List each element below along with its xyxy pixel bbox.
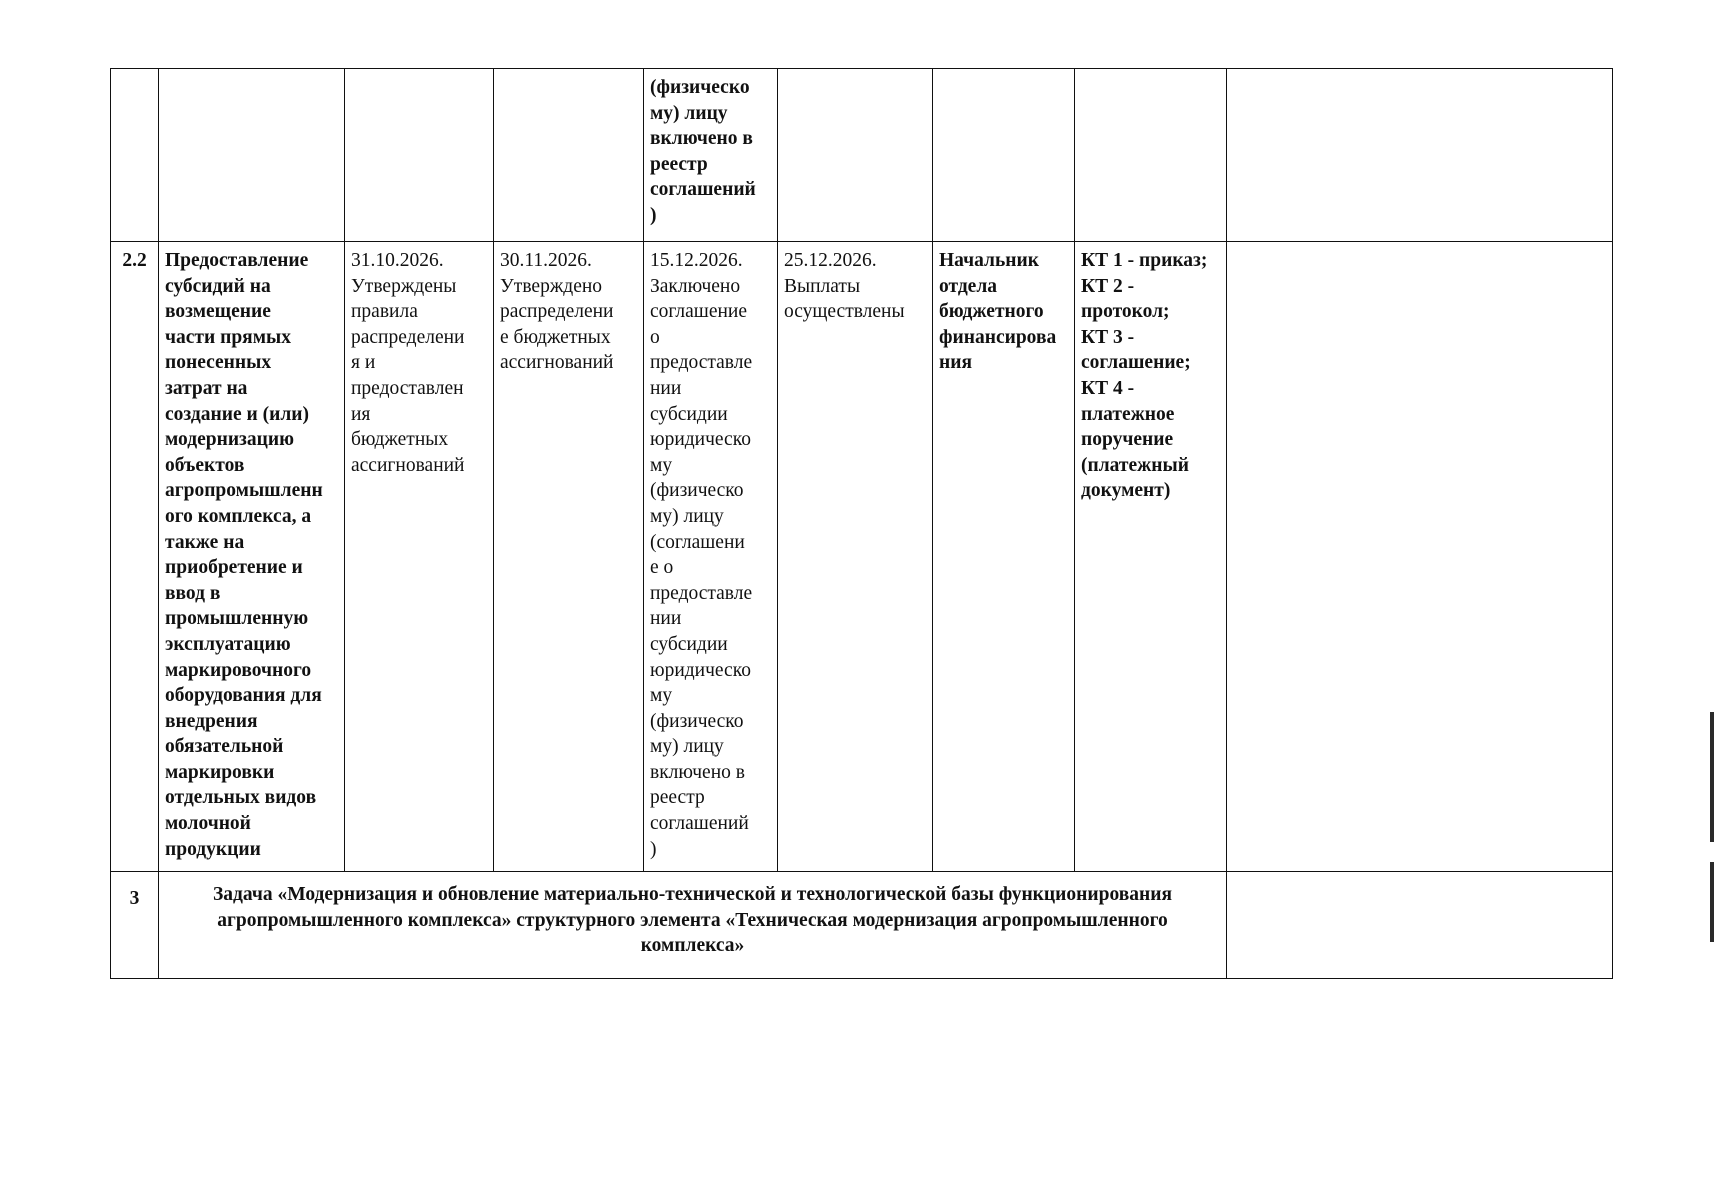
cell-extra-empty xyxy=(1227,872,1613,979)
cell-extra-empty xyxy=(1227,69,1613,242)
cell-task-description xyxy=(159,872,1227,979)
kt3-continuation-text: (физическо му) лицу включено в реестр соглашений ) xyxy=(650,77,756,226)
cell-documents xyxy=(1075,242,1227,872)
cell-responsible-empty xyxy=(933,69,1075,242)
cell-responsible xyxy=(933,242,1075,872)
checkpoint-2-text: 30.11.2026. Утверждено распределени е бюджетных ассигнований xyxy=(500,250,614,374)
scan-edge-mark xyxy=(1710,862,1714,942)
cell-measure-name xyxy=(159,242,345,872)
measure-name-text: Предоставление субсидий на возмещение части прямых понесенных затрат на создание и (или) модернизацию объектов агропромышленн ого комплекса, а также на приобретение и ввод в промышленную эксплуатацию маркировочного оборудования для внедрения обязательной маркировки отдельных видов молочной продукции xyxy=(165,250,323,860)
checkpoint-4-text: 25.12.2026. Выплаты осуществлены xyxy=(784,250,905,323)
table-row-continuation xyxy=(111,69,1613,242)
table-row-2-2 xyxy=(111,242,1613,872)
checkpoint-1-text: 31.10.2026. Утверждены правила распределени я и предоставлен ия бюджетных ассигнований xyxy=(351,250,465,476)
plan-table xyxy=(110,68,1613,979)
cell-checkpoint-2 xyxy=(494,242,644,872)
cell-documents-empty xyxy=(1075,69,1227,242)
cell-name-empty xyxy=(159,69,345,242)
responsible-text: Начальник отдела бюджетного финансирова ния xyxy=(939,250,1057,374)
cell-number-empty xyxy=(111,69,159,242)
row-number: 2.2 xyxy=(111,242,159,872)
cell-kt1-empty xyxy=(345,69,494,242)
checkpoint-3-text: 15.12.2026. Заключено соглашение о предоставле нии субсидии юридическо му (физическо му) лицу (соглашени е о предоставле нии субсидии юридическо му (физическо му) лицу включено в реестр соглашений ) xyxy=(650,250,753,860)
task-text: Задача «Модернизация и обновление материально-технической и технологической базы функционирования агропромышленного комплекса» структурного элемента «Техническая модернизация агропромышленного комплекса» xyxy=(212,884,1173,957)
documents-text: КТ 1 - приказ; КТ 2 - протокол; КТ 3 - соглашение; КТ 4 - платежное поручение (платежный документ) xyxy=(1081,250,1208,502)
cell-kt3-continuation xyxy=(644,69,778,242)
cell-checkpoint-1 xyxy=(345,242,494,872)
cell-kt2-empty xyxy=(494,69,644,242)
cell-kt4-empty xyxy=(778,69,933,242)
cell-extra-empty xyxy=(1227,242,1613,872)
cell-checkpoint-4 xyxy=(778,242,933,872)
row-number: 3 xyxy=(111,872,159,979)
table-row-3 xyxy=(111,872,1613,979)
scan-edge-mark xyxy=(1710,712,1714,842)
cell-checkpoint-3 xyxy=(644,242,778,872)
